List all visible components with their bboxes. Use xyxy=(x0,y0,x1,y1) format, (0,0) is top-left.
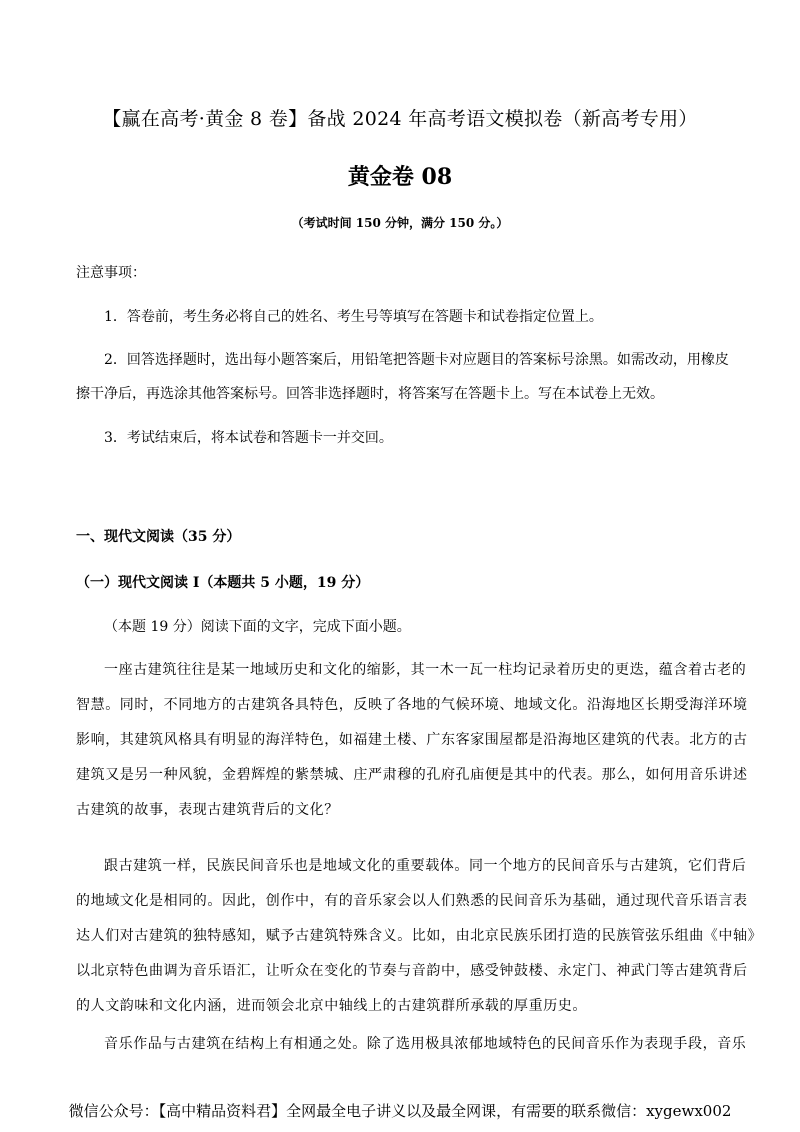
notice-heading: 注意事项： xyxy=(76,265,146,281)
passage-line: 的地域文化是相同的。因此，创作中，有的音乐家会以人们熟悉的民间音乐为基础，通过现代音乐语言表 xyxy=(76,893,748,909)
passage-line: 音乐作品与古建筑在结构上有相通之处。除了选用极具浓郁地域特色的民间音乐作为表现手段，音乐 xyxy=(104,1036,747,1052)
passage-line: 的人文韵味和文化内涵，进而领会北京中轴线上的古建筑群所承载的厚重历史。 xyxy=(76,998,587,1014)
exam-info: （考试时间 150 分钟，满分 150 分。） xyxy=(291,216,509,230)
notice-item-1: 1．答卷前，考生务必将自己的姓名、考生号等填写在答题卡和试卷指定位置上。 xyxy=(104,309,603,325)
passage-line: 影响，其建筑风格具有明显的海洋特色，如福建土楼、广东客家围屋都是沿海地区建筑的代表。北方的古 xyxy=(76,732,748,748)
notice-item-2: 2．回答选择题时，选出每小题答案后，用铅笔把答题卡对应题目的答案标号涂黑。如需改动，用橡皮 xyxy=(104,352,729,368)
notice-item-2-cont: 擦干净后，再选涂其他答案标号。回答非选择题时，将答案写在答题卡上。写在本试卷上无效。 xyxy=(76,386,664,402)
passage-line: 达人们对古建筑的独特感知，赋予古建筑特殊含义。比如，由北京民族乐团打造的民族管弦乐组曲《中轴》 xyxy=(76,928,763,944)
section-subheading: （一）现代文阅读 I（本题共 5 小题，19 分） xyxy=(76,575,370,591)
passage-line: 跟古建筑一样，民族民间音乐也是地域文化的重要载体。同一个地方的民间音乐与古建筑，它们背后 xyxy=(104,858,747,874)
passage-line: 以北京特色曲调为音乐语汇，让听众在变化的节奏与音韵中，感受钟鼓楼、永定门、神武门等古建筑背后 xyxy=(76,963,748,979)
passage-line: 智慧。同时，不同地方的古建筑各具特色，反映了各地的气候环境、地域文化。沿海地区长期受海洋环境 xyxy=(76,697,748,713)
passage-line: 建筑又是另一种风貌，金碧辉煌的紫禁城、庄严肃穆的孔府孔庙便是其中的代表。那么，如何用音乐讲述 xyxy=(76,767,748,783)
sub-title: 黄金卷 08 xyxy=(347,164,453,190)
notice-item-3: 3．考试结束后，将本试卷和答题卡一并交回。 xyxy=(104,430,393,446)
section-heading: 一、现代文阅读（35 分） xyxy=(76,529,241,545)
section-instruction: （本题 19 分）阅读下面的文字，完成下面小题。 xyxy=(104,619,411,635)
passage-line: 一座古建筑往往是某一地域历史和文化的缩影，其一木一瓦一柱均记录着历史的更迭，蕴含着古老的 xyxy=(104,662,747,678)
main-title: 【赢在高考·黄金 8 卷】备战 2024 年高考语文模拟卷（新高考专用） xyxy=(102,108,698,130)
footer-wechat-notice: 微信公众号：【高中精品资料君】全网最全电子讲义以及最全网课，有需要的联系微信：xygewx002 xyxy=(68,1102,732,1120)
passage-line: 古建筑的故事，表现古建筑背后的文化？ xyxy=(76,802,339,818)
